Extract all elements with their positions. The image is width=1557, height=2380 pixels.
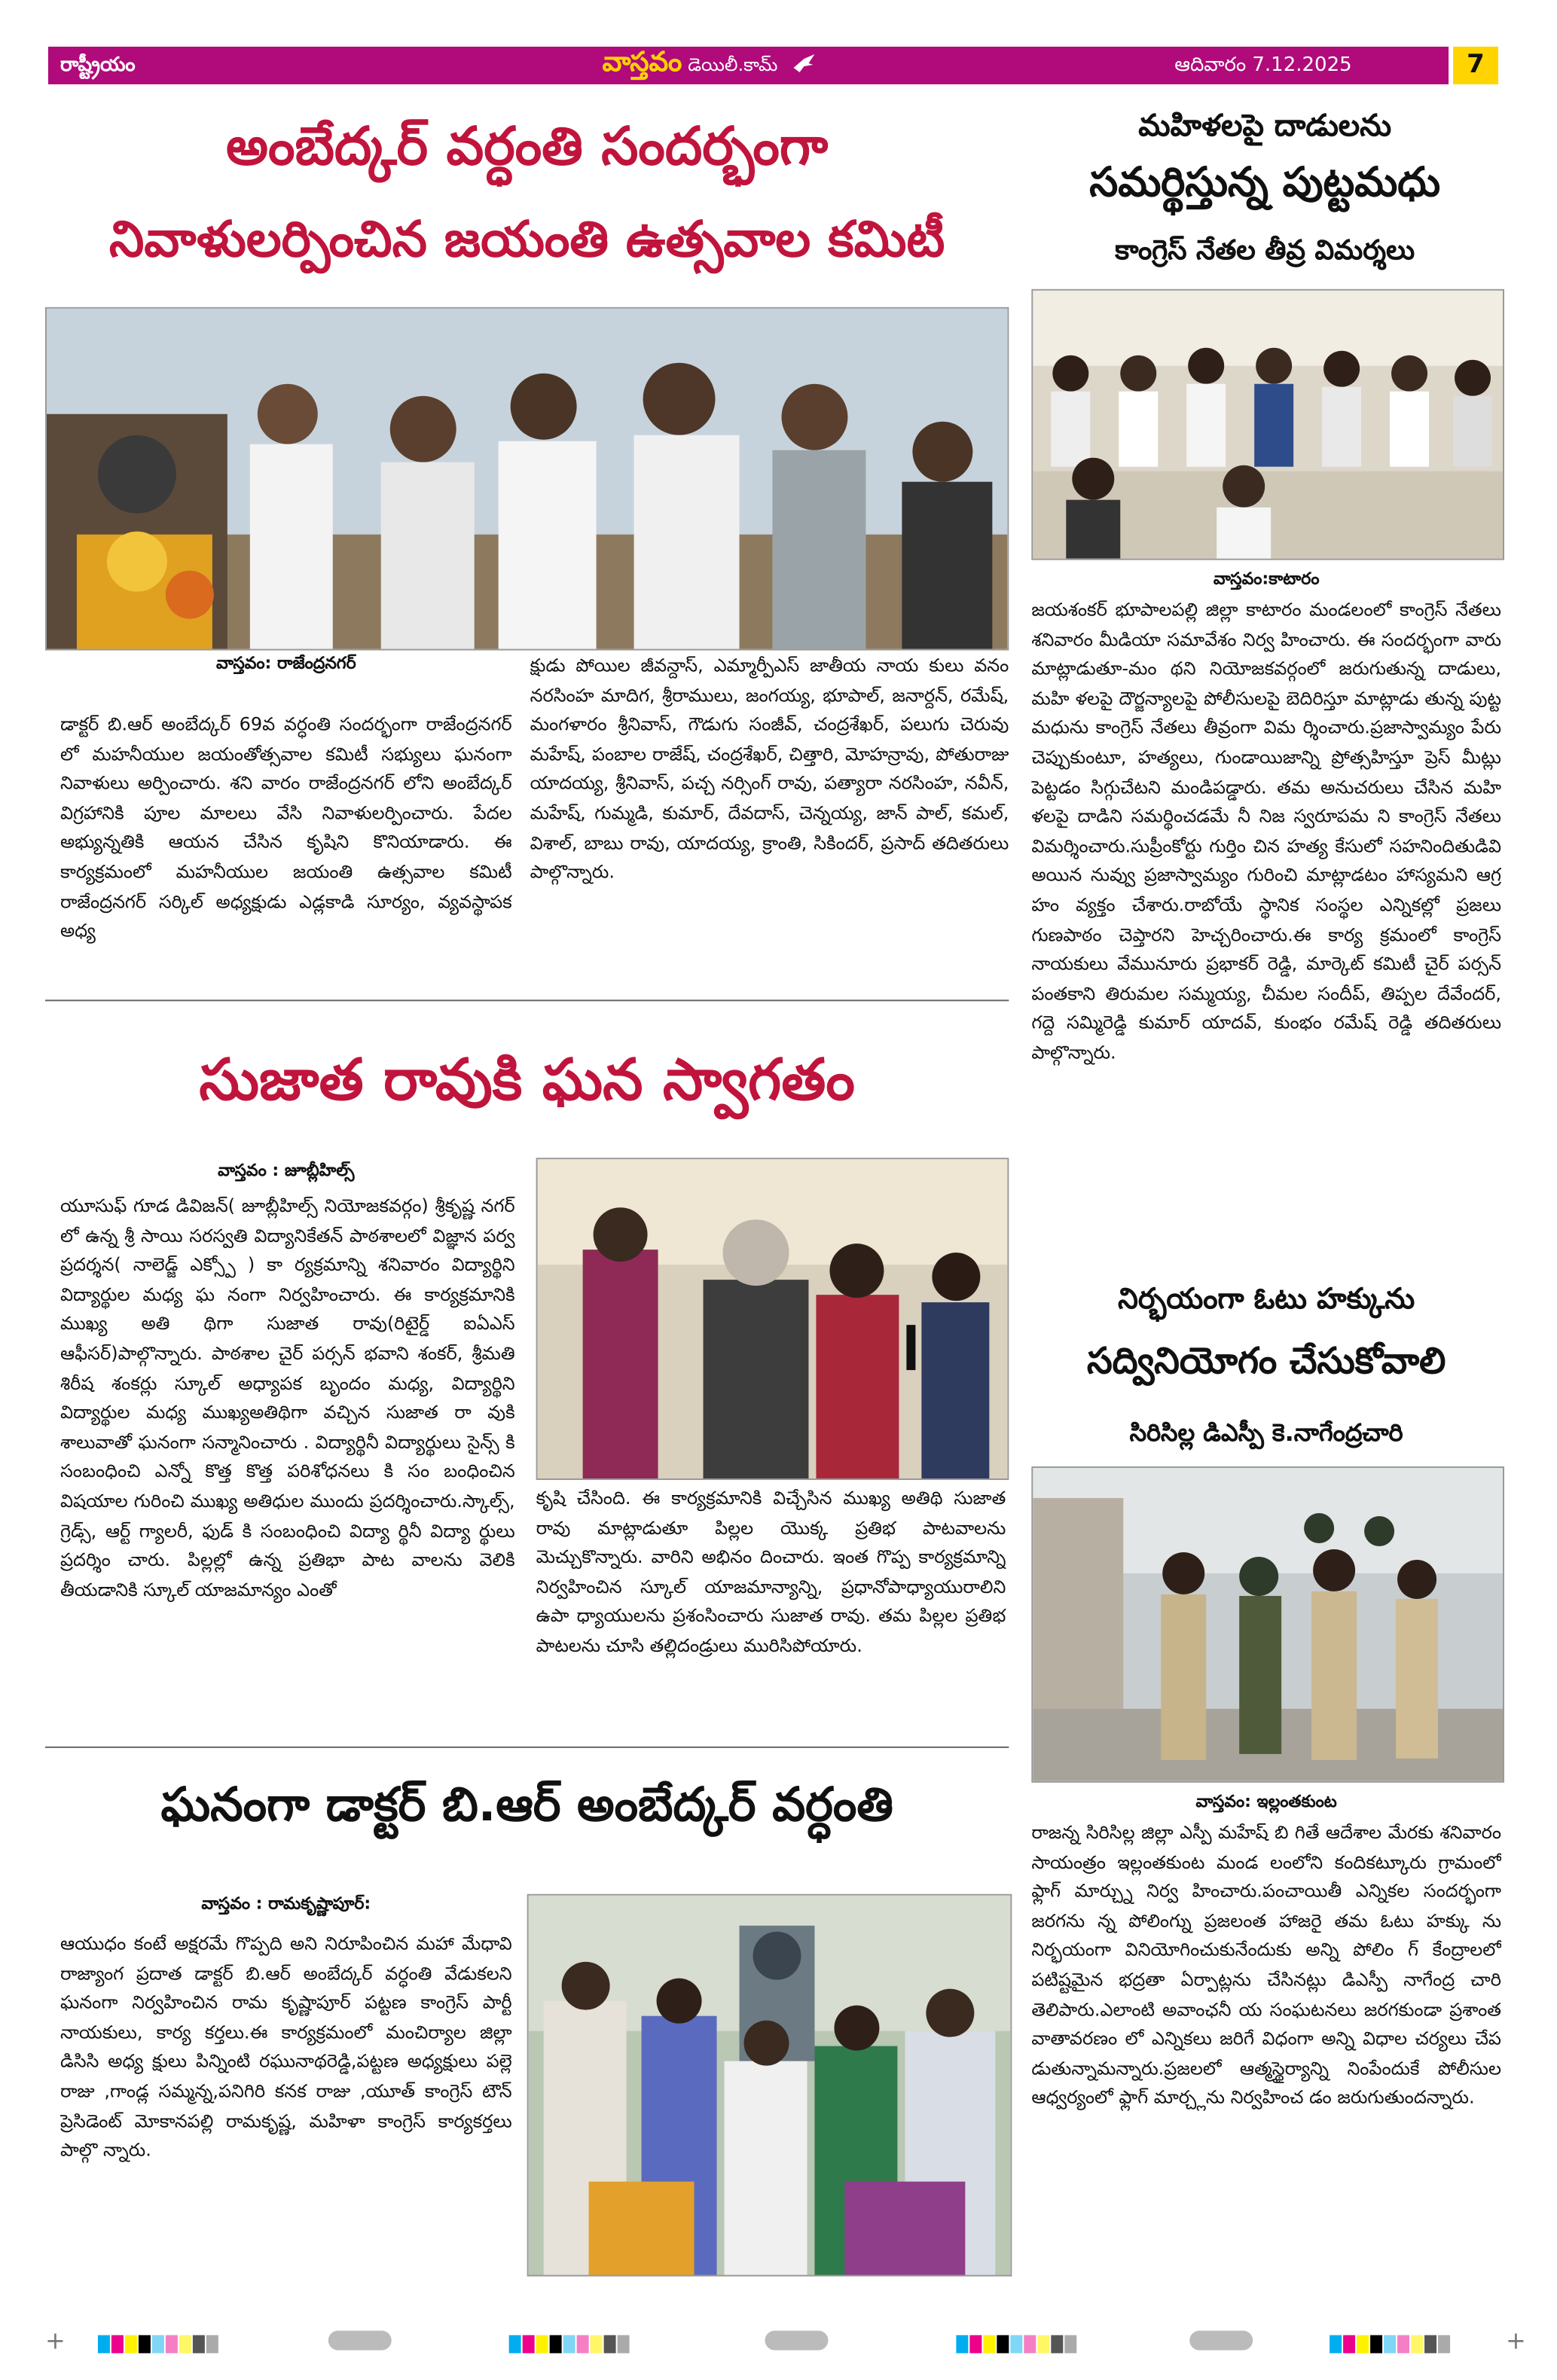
color-bar-icon (509, 2330, 631, 2351)
story5-photo (1031, 1466, 1504, 1783)
paper-logo (603, 44, 816, 84)
story4-photo (1031, 289, 1504, 560)
story5-dateline: వాస్తవం: ఇల్లంతకుంట (1195, 1791, 1337, 1811)
story2-text-1: యూసుఫ్ గూడ డివిజన్( జూబ్లీహిల్స్ నియోజకవర్గం) శ్రీకృష్ణ నగర్ లో ఉన్న శ్రీ సాయి సరస్వతి విద్యానికేతన్ పాఠశాలలో విజ్ఞాన పర్వ ప్రదర్శన( నాలెడ్జ్ ఎక్స్పో ) కా ర్యక్రమాన్ని శనివారం విద్యార్థిని విద్యార్థుల మధ్య ఘ నంగా నిర్వహించారు. ఈ కార్యక్రమానికి ముఖ్య అతి థిగా సుజాత రావు(రిటైర్డ్ ఐఏఎస్ ఆఫీసర్)పాల్గొన్నారు. పాఠశాల చైర్ పర్సన్ భవాని శంకర్, శ్రీమతి శిరీష శంకర్లు స్కూల్ అధ్యాపక బృందం మధ్య, విద్యార్థిని విద్యార్థుల మధ్య ముఖ్యఅతిథిగా వచ్చిన సుజాత రా వుకి శాలువాతో ఘనంగా సన్మానించారు . విద్యార్థినీ విద్యార్థులు సైన్స్ కి సంబంధించి ఎన్నో కొత్త కొత్త పరిశోధనలు కి సం బంధించిన విషయాల గురించి ముఖ్య అతిధుల ముందు ప్రదర్శించారు.స్కాల్స్, గ్రెడ్స్, ఆర్ట్ గ్యాలరీ, ఫుడ్ కి సంబంధించి విద్యా ర్థినీ విద్యా ర్థులు ప్రదర్శిం చారు. పిల్లల్లో ఉన్న ప్రతిభా పాట వాలను వెలికి తీయడానికి స్కూల్ యాజమాన్యం ఎంతో (60, 1195, 515, 1600)
registration-plus-icon: + (1506, 2326, 1526, 2355)
story4-kicker: మహిళలపై దాడులను (1138, 106, 1392, 143)
story2-column-2 (536, 1484, 1006, 1713)
story4-headline: సమర్థిస్తున్న పుట్టమధు (1089, 159, 1441, 206)
paper-name: వాస్తవం (602, 46, 682, 78)
story1-text-1: డాక్టర్ బి.ఆర్ అంబేద్కర్ 69వ వర్ధంతి సందర్భంగా రాజేంద్రనగర్ లో మహనీయుల జయంతోత్సవాల కమిటీ సభ్యులు ఘనంగా నివాళులు అర్పించారు. శని వారం రాజేంద్రనగర్ లోని అంబేద్కర్ విగ్రహానికి పూల మాలలు వేసి నివాళులర్పించారు. పేదల అభ్యున్నతికి ఆయన చేసిన కృషిని కొనియాడారు. ఈ కార్యక్రమంలో మహనీయుల జయంతి ఉత్సవాల కమిటీ రాజేంద్రనగర్ సర్కిల్ అధ్యక్షుడు ఎడ్లకాడి సూర్యం, వ్యవస్థాపక అధ్య (60, 713, 512, 941)
story4-body (1031, 597, 1501, 1259)
section-name: రాష్ట్రీయం (60, 53, 136, 77)
story5-deck: సిరిసిల్ల డిఎస్పీ కె.నాగేంద్రచారి (1129, 1418, 1403, 1448)
divider (45, 1747, 1009, 1748)
story1-text-2: క్షుడు పోయిల జీవన్దాస్, ఎమ్మార్పీఎస్ జాతీయ నాయ కులు వనం నరసింహ మాదిగ, శ్రీరాములు, జంగయ్య, భూపాల్, జనార్దన్, రమేష్, మంగళారం శ్రీనివాస్, గౌడుగు సంజీవ్, చంద్రశేఖర్, పలుగు చెరువు మహేష్, పంబాల రాజేష్, చంద్రశేఖర్, చిత్తారి, మోహన్రావు, పోతురాజు యాదయ్య, శ్రీనివాస్, పచ్చ నర్సింగ్ రావు, పత్యారా నరసింహ, నవీన్, మహేష్, గుమ్మడి, కుమార్, దేవదాస్, చెన్నయ్య, జాన్ పాల్, కమల్, విశాల్, బాబు రావు, యాదయ్య, క్రాంతి, సికిందర్, ప్రసాద్ తదితరులు పాల్గొన్నారు. (530, 654, 1009, 883)
story1-photo (45, 307, 1009, 651)
story1-headline-line1: అంబేద్కర్ వర్ధంతి సందర్భంగా (226, 117, 829, 178)
story5-headline: సద్వినియోగం చేసుకోవాలి (1086, 1340, 1446, 1383)
story1-dateline: వాస్తవం: రాజేంద్రనగర్ (215, 653, 356, 673)
registration-pill-icon (328, 2330, 392, 2350)
color-bar-icon (1330, 2330, 1452, 2351)
divider (45, 999, 1009, 1001)
story3-text: ఆయుధం కంటే అక్షరమే గొప్పది అని నిరూపించిన మహా మేధావి రాజ్యాంగ ప్రదాత డాక్టర్ బి.ఆర్ అంబేద్కర్ వర్ధంతి వేడుకలని ఘనంగా నిర్వహించిన రామ కృష్ణాపూర్ పట్టణ కాంగ్రెస్ పార్టీ నాయకులు, కార్య కర్తలు.ఈ కార్యక్రమంలో మంచిర్యాల జిల్లా డిసిసి అధ్య క్షులు పిన్నింటి రఘునాథరెడ్డి,పట్టణ అధ్యక్షులు పల్లె రాజు ,గాండ్ల సమ్మన్న,పనిగిరి కనక రాజు ,యూత్ కాంగ్రెస్ టౌన్ ప్రెసిడెంట్ మోకానపల్లి రామకృష్ణ, మహిళా కాంగ్రెస్ కార్యకర్తలు పాల్గొ న్నారు. (60, 1933, 512, 2161)
story4-dateline: వాస్తవం:కాటారం (1213, 569, 1320, 589)
story3-body (60, 1930, 512, 2280)
story1-column-1 (60, 711, 512, 982)
story3-headline: ఘనంగా డాక్టర్ బి.ఆర్ అంబేద్కర్ వర్ధంతి (160, 1777, 893, 1832)
story1-headline-line2: నివాళులర్పించిన జయంతి ఉత్సవాల కమిటీ (108, 209, 945, 268)
story2-column-1 (60, 1192, 515, 1712)
story3-photo (527, 1894, 1012, 2277)
story2-headline: సుజాత రావుకి ఘన స్వాగతం (199, 1046, 855, 1113)
story2-text-2: కృషి చేసింది. ఈ కార్యక్రమానికి విచ్చేసిన ముఖ్య అతిథి సుజాత రావు మాట్లాడుతూ పిల్లల యొక్క ప్రతిభ పాటవాలను మెచ్చుకొన్నారు. వారిని అభినం దించారు. ఇంత గొప్ప కార్యక్రమాన్ని నిర్వహించిన స్కూల్ యాజమాన్యాన్ని, ప్రధానోపాధ్యాయురాలిని ఉపా ధ్యాయులను ప్రశంసించారు సుజాత రావు. తమ పిల్లల ప్రతిభ పాటలను చూసి తల్లిదండ్రులు మురిసిపోయారు. (536, 1488, 1006, 1656)
story4-text: జయశంకర్ భూపాలపల్లి జిల్లా కాటారం మండలంలో కాంగ్రెస్ నేతలు శనివారం మీడియా సమావేశం నిర్వ హించారు. ఈ సందర్భంగా వారు మాట్లాడుతూ-మం థని నియోజకవర్గంలో జరుగుతున్న దాడులు, మహి ళలపై దౌర్జన్యాలపై పోలీసులపై బెదిరిస్తూ మాట్లాడు తున్న పుట్ట మధును కాంగ్రెస్ నేతలు తీవ్రంగా విమ ర్శించారు.ప్రజాస్వామ్యం పేరు చెప్పుకుంటూ, హత్యలు, గుండాయిజాన్ని ప్రోత్సహిస్తూ ప్రెస్ మీట్లు పెట్టడం సిగ్గుచేటని మండిపడ్డారు. తమ అనుచరులు చేసిన మహి ళలపై దాడిని సమర్థించడమే నీ నిజ స్వరూపమ ని కాంగ్రెస్ నేతలు విమర్శించారు.సుప్రీంకోర్టు గుర్తిం చిన హత్య కేసులో సహనిందితుడివి అయిన నువ్వు ప్రజాస్వామ్యం గురించి మాట్లాడటం హాస్యమని ఆగ్ర హం వ్యక్తం చేశారు.రాబోయే స్థానిక సంస్థల ఎన్నికల్లో ప్రజలు గుణపాఠం చెప్తారని హెచ్చరించారు.ఈ కార్య క్రమంలో కాంగ్రెస్ నాయకులు వేమునూరు ప్రభాకర్ రెడ్డి, మార్కెట్ కమిటీ చైర్ పర్సన్ పంతకాని తిరుమల సమ్మయ్య, చీమల సందీప్, తిప్పల దేవేందర్, గద్దె సమ్మిరెడ్డి కుమార్ యాదవ్, కుంభం రమేష్ రెడ్డి తదితరులు పాల్గొన్నారు. (1031, 599, 1502, 1063)
story1-column-2 (530, 652, 1009, 984)
issue-date: ఆదివారం 7.12.2025 (1174, 53, 1352, 77)
story5-text: రాజన్న సిరిసిల్ల జిల్లా ఎస్పీ మహేష్ బి గితే ఆదేశాల మేరకు శనివారం సాయంత్రం ఇల్లంతకుంట మండ లంలోని కందికట్కూరు గ్రామంలో ఫ్లాగ్ మార్చ్ను నిర్వ హించారు.పంచాయితీ ఎన్నికల సందర్భంగా జరగను న్న పోలింగ్ను ప్రజలంత హాజరై తమ ఓటు హక్కు ను నిర్భయంగా వినియోగించుకునేందుకు అన్ని పోలిం గ్ కేంద్రాలలో పటిష్టమైన భద్రతా ఏర్పాట్లను చేసినట్లు డిఎస్పీ నాగేంద్ర చారి తెలిపారు.ఎలాంటి అవాంఛనీ య సంఘటనలు జరగకుండా ప్రశాంత వాతావరణం లో ఎన్నికలు జరిగే విధంగా అన్ని విధాల చర్యలు చేప డుతున్నామన్నారు.ప్రజలలో ఆత్మస్థైర్యాన్ని నింపేందుకే పోలీసుల ఆధ్వర్యంలో ఫ్లాగ్ మార్చ్లను నిర్వహించ డం జరుగుతుందన్నారు. (1031, 1821, 1502, 2109)
registration-plus-icon: + (44, 2326, 66, 2355)
story4-deck: కాంగ్రెస్ నేతల తీవ్ర విమర్శలు (1115, 234, 1415, 267)
bird-logo-icon (792, 53, 816, 74)
story2-dateline: వాస్తవం : జూబ్లీహిల్స్ (218, 1161, 355, 1181)
story3-dateline: వాస్తవం : రామకృష్ణాపూర్: (201, 1893, 371, 1914)
paper-site: డెయిలీ.కామ్ (688, 53, 778, 75)
color-bar-icon (956, 2330, 1078, 2351)
page-number: 7 (1453, 47, 1498, 84)
story5-kicker: నిర్భయంగా ఓటు హక్కును (1118, 1283, 1415, 1317)
story2-photo (536, 1158, 1009, 1480)
registration-pill-icon (1189, 2330, 1253, 2350)
color-bar-icon (98, 2330, 220, 2351)
story5-body (1031, 1819, 1501, 2298)
registration-pill-icon (765, 2330, 828, 2350)
